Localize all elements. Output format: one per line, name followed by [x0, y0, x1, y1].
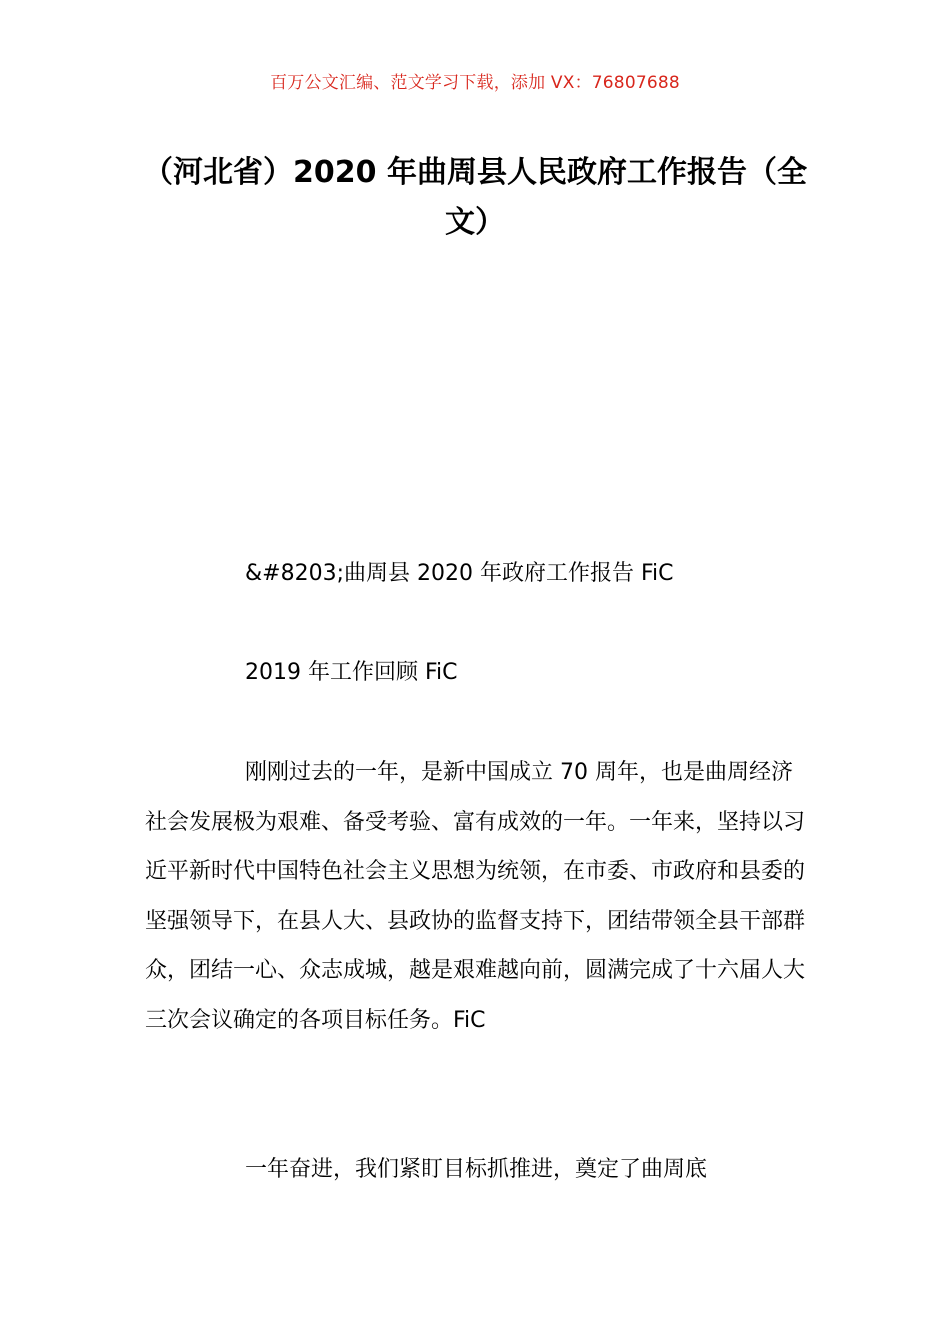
header-watermark-note: 百万公文汇编、范文学习下载，添加 VX：76807688 [270, 73, 680, 93]
document-subtitle: &#8203;曲周县 2020 年政府工作报告 FiC [245, 561, 674, 586]
body-paragraph: 刚刚过去的一年，是新中国成立 70 周年，也是曲周经济社会发展极为艰难、备受考验、富有成效的一年。一年来，坚持以习近平新时代中国特色社会主义思想为统领，在市委、市政府和县委的坚强领导下，在县人大、县政协的监督支持下，团结带领全县干部群众，团结一心、众志成城，越是艰难越向前，圆满完成了十六届人大三次会议确定的各项目标任务。FiC [145, 760, 806, 1033]
document-title: （河北省）2020 年曲周县人民政府工作报告（全文） [143, 155, 807, 240]
body-paragraph: 一年奋进，我们紧盯目标抓推进，奠定了曲周底 [245, 1157, 708, 1182]
section-heading: 2019 年工作回顾 FiC [245, 660, 458, 685]
